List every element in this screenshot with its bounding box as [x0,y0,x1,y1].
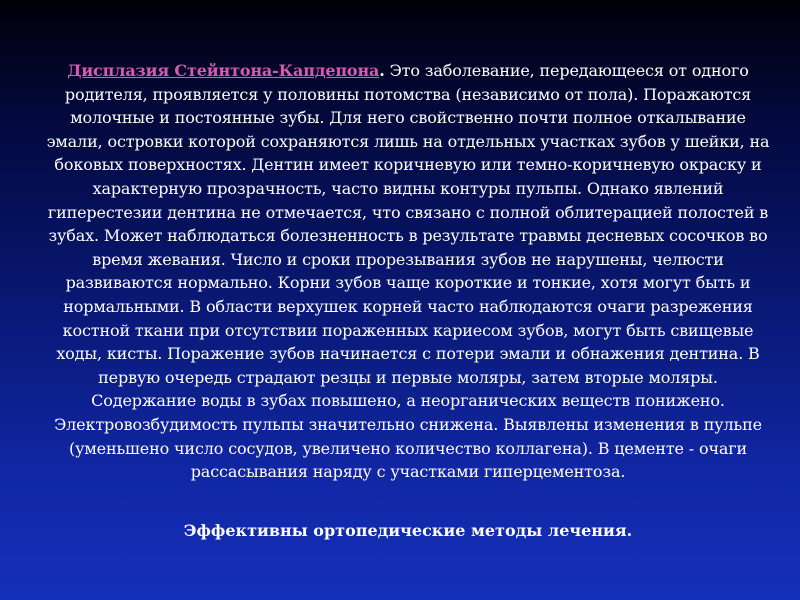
main-paragraph [46,59,770,484]
term-link[interactable]: Дисплазия Стейнтона-Капдепона [67,61,380,80]
conclusion-text: Эффективны ортопедические методы лечения. [183,521,633,540]
term-period: . [379,61,385,80]
body-text: Это заболевание, передающееся от одного родителя, проявляется у половины потомства (независимо от пола). Поражаются молочные и постоянные зубы. Для него свойственно почти полное откалывание эмали, островки которой сохраняются лишь на отдельных участках зубов у шейки, на боковых поверхностях. Дентин имеет коричневую или темно-коричневую окраску и характерную прозрачность, часто видны контуры пульпы. Однако явлений гиперестезии дентина не отмечается, что связано с полной облитерацией полостей в зубах. Может наблюдаться болезненность в результате травмы десневых сосочков во время жевания. Число и сроки прорезывания зубов не нарушены, челюсти развиваются нормально. Корни зубов чаще короткие и тонкие, хотя могут быть и нормальными. В области верхушек корней часто наблюдаются очаги разрежения костной ткани при отсутствии пораженных кариесом зубов, могут быть свищевые ходы, кисты. Поражение зубов начинается с потери эмали и обнажения дентина. В первую очередь страдают резцы и первые моляры, затем вторые моляры. Содержание воды в зубах повышено, а неорганических веществ понижено. Электровозбудимость пульпы значительно снижена. Выявлены изменения в пульпе (уменьшено число сосудов, увеличено количество коллагена). В цементе - очаги рассасывания наряду с участками гиперцементоза. [46,61,770,482]
